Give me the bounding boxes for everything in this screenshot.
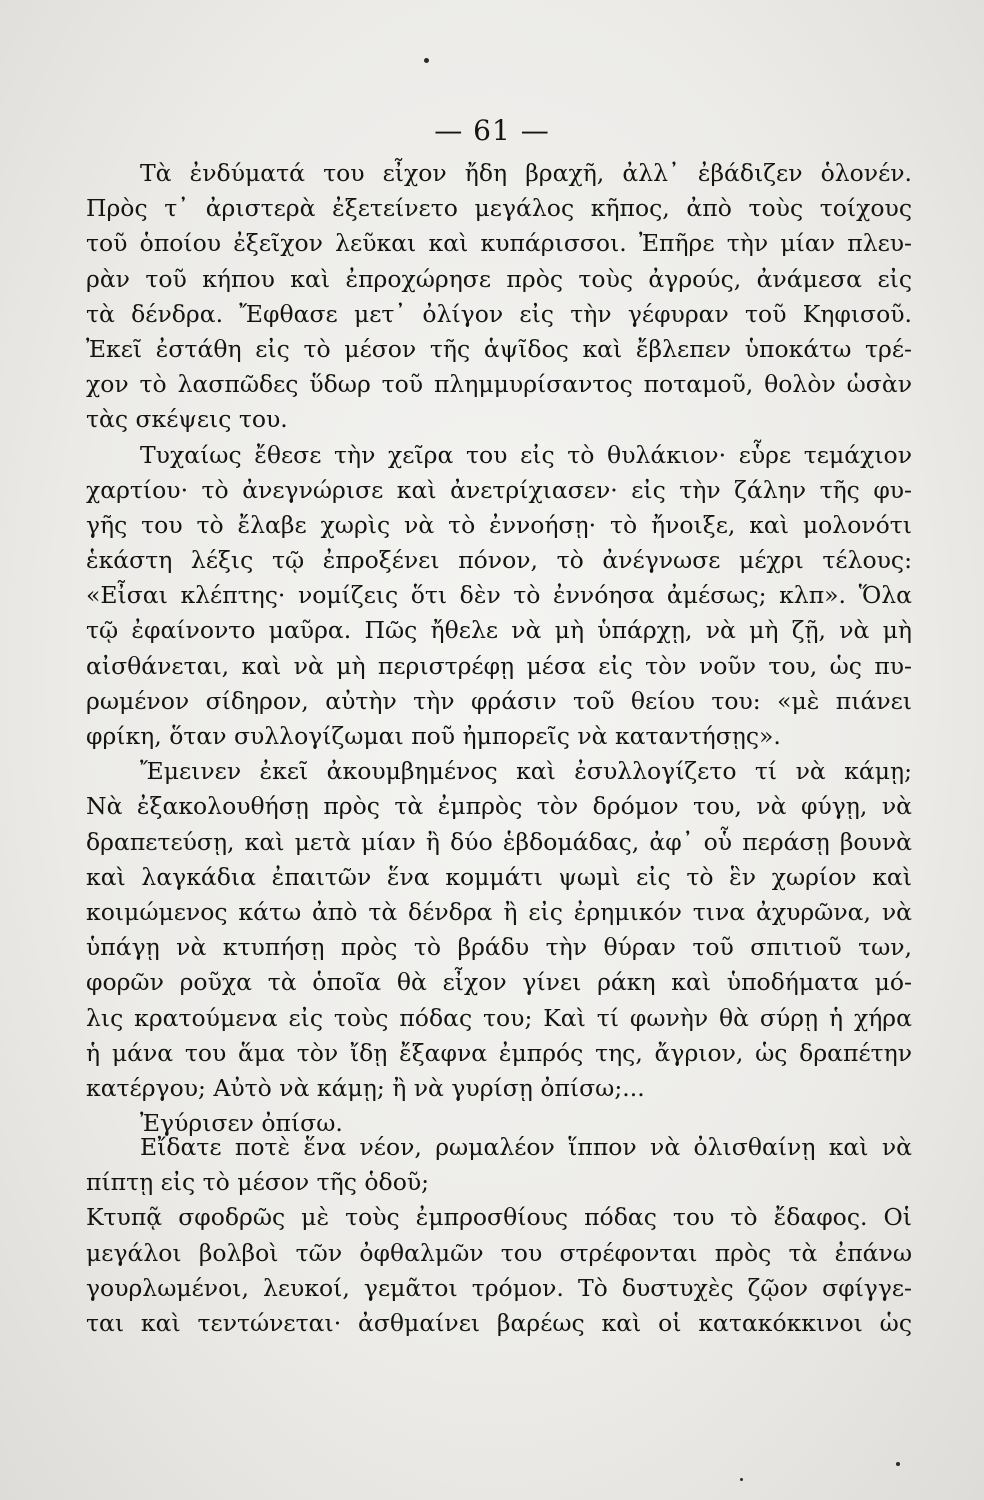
text-line: αἰσθάνεται, καὶ νὰ μὴ περιστρέφῃ μέσα εἰς τὸν νοῦν του, ὡς πυ- bbox=[86, 651, 912, 680]
text-line: γουρλωμένοι, λευκοί, γεμᾶτοι τρόμον. Τὸ δυστυχὲς ζῷον σφίγγε- bbox=[86, 1273, 912, 1302]
page-number: — 61 — bbox=[434, 114, 550, 147]
text-line: ρὰν τοῦ κήπου καὶ ἐπροχώρησε πρὸς τοὺς ἀγρούς, ἀνάμεσα εἰς bbox=[86, 264, 912, 293]
text-line: ἑκάστη λέξις τῷ ἐπροξένει πόνον, τὸ ἀνέγνωσε μέχρι τέλους: bbox=[86, 546, 912, 575]
text-line: τοῦ ὁποίου ἐξεῖχον λεῦκαι καὶ κυπάρισσοι. Ἐπῆρε τὴν μίαν πλευ- bbox=[86, 229, 912, 258]
text-line: τὰ δένδρα. Ἔφθασε μετ᾽ ὀλίγον εἰς τὴν γέφυραν τοῦ Κηφισοῦ. bbox=[86, 299, 912, 328]
text-line: ὑπάγῃ νὰ κτυπήσῃ πρὸς τὸ βράδυ τὴν θύραν τοῦ σπιτιοῦ των, bbox=[86, 933, 912, 962]
text-line: Νὰ ἐξακολουθήσῃ πρὸς τὰ ἐμπρὸς τὸν δρόμον του, νὰ φύγῃ, νὰ bbox=[86, 792, 912, 821]
text-line: τὰς σκέψεις του. bbox=[86, 405, 288, 434]
text-line: Πρὸς τ᾽ ἀριστερὰ ἐξετείνετο μεγάλος κῆπος, ἀπὸ τοὺς τοίχους bbox=[86, 194, 912, 223]
text-line: «Εἶσαι κλέπτης· νομίζεις ὅτι δὲν τὸ ἐννόησα ἀμέσως; κλπ». Ὅλα bbox=[86, 581, 912, 610]
text-line: κοιμώμενος κάτω ἀπὸ τὰ δένδρα ἢ εἰς ἐρημικόν τινα ἀχυρῶνα, νὰ bbox=[86, 897, 912, 926]
text-line: Ἐγύρισεν ὀπίσω. bbox=[140, 1109, 343, 1138]
text-line: ἡ μάνα του ἅμα τὸν ἴδῃ ἔξαφνα ἐμπρός της, ἄγριον, ὡς δραπέτην bbox=[86, 1038, 912, 1067]
text-line: φορῶν ροῦχα τὰ ὁποῖα θὰ εἶχον γίνει ράκη καὶ ὑποδήματα μό- bbox=[86, 968, 912, 997]
text-line: ρωμένον σίδηρον, αὐτὴν τὴν φράσιν τοῦ θείου του: «μὲ πιάνει bbox=[86, 686, 912, 715]
ink-speck bbox=[896, 1462, 900, 1466]
ink-speck bbox=[740, 1478, 743, 1481]
text-line: ται καὶ τεντώνεται· ἀσθμαίνει βαρέως καὶ οἱ κατακόκκινοι ὡς bbox=[86, 1308, 912, 1337]
text-line: γῆς του τὸ ἔλαβε χωρὶς νὰ τὸ ἐννοήσῃ· τὸ ἤνοιξε, καὶ μολονότι bbox=[86, 510, 912, 539]
text-line: Κτυπᾷ σφοδρῶς μὲ τοὺς ἐμπροσθίους πόδας του τὸ ἔδαφος. Οἱ bbox=[86, 1203, 912, 1232]
text-line: μεγάλοι βολβοὶ τῶν ὀφθαλμῶν του στρέφονται πρὸς τὰ ἐπάνω bbox=[86, 1238, 912, 1267]
text-line: Ἐκεῖ ἐστάθη εἰς τὸ μέσον τῆς ἁψῖδος καὶ ἔβλεπεν ὑποκάτω τρέ- bbox=[86, 334, 912, 363]
text-line: χαρτίου· τὸ ἀνεγνώρισε καὶ ἀνετρίχιασεν· εἰς τὴν ζάλην τῆς φυ- bbox=[86, 475, 912, 504]
text-line: τῷ ἐφαίνοντο μαῦρα. Πῶς ἤθελε νὰ μὴ ὑπάρχῃ, νὰ μὴ ζῇ, νὰ μὴ bbox=[86, 616, 912, 645]
text-line: κατέργου; Αὐτὸ νὰ κάμῃ; ἢ νὰ γυρίσῃ ὀπίσω;... bbox=[86, 1073, 645, 1102]
text-line: δραπετεύσῃ, καὶ μετὰ μίαν ἢ δύο ἑβδομάδας, ἀφ᾽ οὗ περάσῃ βουνὰ bbox=[86, 827, 912, 856]
text-line: φρίκη, ὅταν συλλογίζωμαι ποῦ ἠμπορεῖς νὰ καταντήσῃς». bbox=[86, 722, 781, 750]
text-section-1 bbox=[86, 156, 912, 1141]
text-line: Εἴδατε ποτὲ ἕνα νέον, ρωμαλέον ἵππον νὰ ὀλισθαίνῃ καὶ νὰ bbox=[140, 1133, 912, 1161]
text-line: λις κρατούμενα εἰς τοὺς πόδας του; Καὶ τί φωνὴν θὰ σύρῃ ἡ χήρα bbox=[86, 1003, 912, 1032]
text-section-2 bbox=[86, 1130, 912, 1341]
ink-speck bbox=[424, 58, 429, 63]
text-line: καὶ λαγκάδια ἐπαιτῶν ἕνα κομμάτι ψωμὶ εἰς τὸ ἓν χωρίον καὶ bbox=[86, 862, 912, 891]
text-line: Ἔμεινεν ἐκεῖ ἀκουμβημένος καὶ ἐσυλλογίζετο τί νὰ κάμῃ; bbox=[140, 757, 912, 786]
text-line: Τὰ ἐνδύματά του εἶχον ἤδη βραχῆ, ἀλλ᾽ ἐβάδιζεν ὁλονέν. bbox=[140, 159, 912, 187]
text-line: πίπτῃ εἰς τὸ μέσον τῆς ὁδοῦ; bbox=[86, 1168, 430, 1197]
text-line: χον τὸ λασπῶδες ὕδωρ τοῦ πλημμυρίσαντος ποταμοῦ, θολὸν ὡσὰν bbox=[86, 370, 912, 399]
text-line: Τυχαίως ἔθεσε τὴν χεῖρα του εἰς τὸ θυλάκιον· εὗρε τεμάχιον bbox=[140, 440, 912, 469]
